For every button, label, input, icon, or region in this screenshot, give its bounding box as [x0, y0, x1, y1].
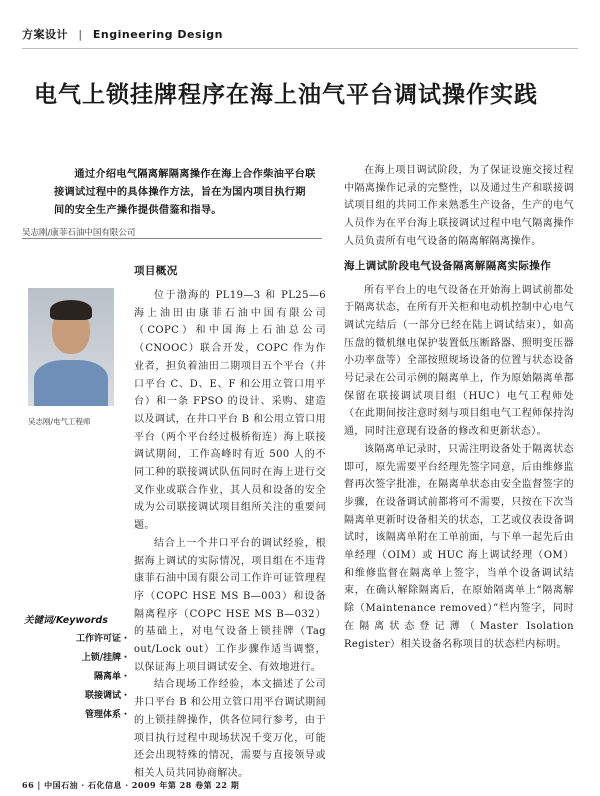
keywords-title: 关键词/Keywords — [24, 615, 108, 626]
keyword-item: 联接调试・ — [84, 691, 130, 701]
keyword-item: 管理体系・ — [84, 710, 130, 720]
section-heading-isolation-practice: 海上调试阶段电气设备隔离解隔离实际操作 — [344, 259, 552, 272]
body-paragraph: 结合上一个井口平台的调试经验，根据海上调试的实际情况，项目组在不违背康菲石油中国有限公司工作许可证管理程序（COPC HSE MS B—003）和设备隔离程序（COPC HSE MS B—032）的基础上，对电气设备上锁挂牌（Tag out/Lock out）工作步骤作适当调整，以保证海上项目调试安全、有效地进行。 — [134, 537, 326, 673]
keyword-item: 上锁/挂牌・ — [81, 653, 130, 663]
author-rule — [22, 238, 322, 239]
author-photo — [28, 288, 114, 406]
body-paragraph: 位于渤海的 PL19—3 和 PL25—6 海上油田由康菲石油中国有限公司（COPC）和中国海上石油总公司（CNOOC）联合开发，COPC 作为作业者，担负着油田二期项目五个平台（井口平台 C、D、E、F 和公用立管口用平台）和一条 FPSO 的设计、采购、建造以及调试，在井口平台 B 和公用立管口用平台（两个平台经过极桥衔连）海上联接调试期间，工作高峰时有近 500 人的不同工种的联接调试队伍同时在海上进行交叉作业或联合作业，其人员和设备的安全成为公司联接调试项目组所关注的重要问题。 — [134, 290, 326, 532]
header-separator: | — [78, 28, 83, 41]
page-header — [22, 26, 223, 42]
keyword-item: 隔离单・ — [93, 672, 130, 682]
section-heading-project-overview: 项目概况 — [134, 265, 178, 277]
body-column-1 — [134, 262, 326, 783]
photo-caption: 吴志刚/电气工程师 — [28, 417, 91, 426]
abstract: 通过介绍电气隔离解隔离操作在海上合作柴油平台联接调试过程中的具体操作方法，旨在为国内项目执行期间的安全生产操作提供借鉴和指导。 — [54, 168, 316, 216]
photo-hair — [50, 300, 92, 320]
header-rule — [22, 48, 578, 49]
page-footer: 66 | 中国石油 · 石化信息 · 2009 年第 28 卷第 22 期 — [22, 780, 240, 790]
body-paragraph: 在海上项目调试阶段，为了保证设施交接过程中隔离操作记录的完整性，以及通过生产和联接调试项目组的共同工作来熟悉生产设备，生产的电气人员作为在平台海上联接调试过程中电气隔离操作人员负责所有电气设备的隔离解隔离操作。 — [344, 165, 574, 247]
body-paragraph: 所有平台上的电气设备在开始海上调试前都处于隔离状态，在所有开关柜和电动机控制中心电气调试完结后（一部分已经在陆上调试结束），如高压盘的微机继电保护装置低压断路器、照明变压器小功率盘等）全部按照规场设备的位置与状态设备号记录在公司示例的隔离单上，作为原始隔离单都保留在联接调试项目组（HUC）电气工程师处（在此期间按注意时刻与项目组电气工程师保持沟通，同时注意现有设备的修改和更新状态）。 — [344, 284, 574, 438]
body-column-2 — [344, 162, 574, 653]
author-affiliation: 吴志刚/康菲石油中国有限公司 — [22, 228, 136, 238]
header-section-cn: 方案设计 — [22, 28, 68, 41]
photo-shirt — [34, 360, 108, 406]
article-title: 电气上锁挂牌程序在海上油气平台调试操作实践 — [34, 81, 538, 108]
body-paragraph: 该隔离单记录时，只需注明设备处于隔离状态即可，原先需要平台经理先签字同意，后由维修监督再次签字批准，在隔离单状态由安全监督签字的步骤，在设备调试前都将可不需要，只按在下次当隔离单更新时设备相关的状态，工艺或仪表设备调试时，该隔离单附在工单前面，与下单一起先后由单经理（OIM）或 HUC 海上调试经理（OM）和维修监督在隔离单上签字，当单个设备调试结束，在确认解除隔离后，在原始隔离单上“隔离解除（Maintenance removed）”栏内签字，同时在隔离状态登记薄（Master Isolation Register）相关设备名称项目的状态栏内标明。 — [344, 443, 574, 650]
keyword-item: 工作许可证・ — [75, 634, 130, 644]
header-section-en: Engineering Design — [92, 28, 223, 41]
keywords-list — [60, 630, 130, 725]
body-paragraph: 结合现场工作经验，本文描述了公司井口平台 B 和公用立管口用平台调试期间的上锁挂牌操作，供各位同行参考，由于项目执行过程中现场状况千变万化，可能还会出现特殊的情况，需要与直接领导或相关人员共同协商解决。 — [134, 679, 326, 779]
